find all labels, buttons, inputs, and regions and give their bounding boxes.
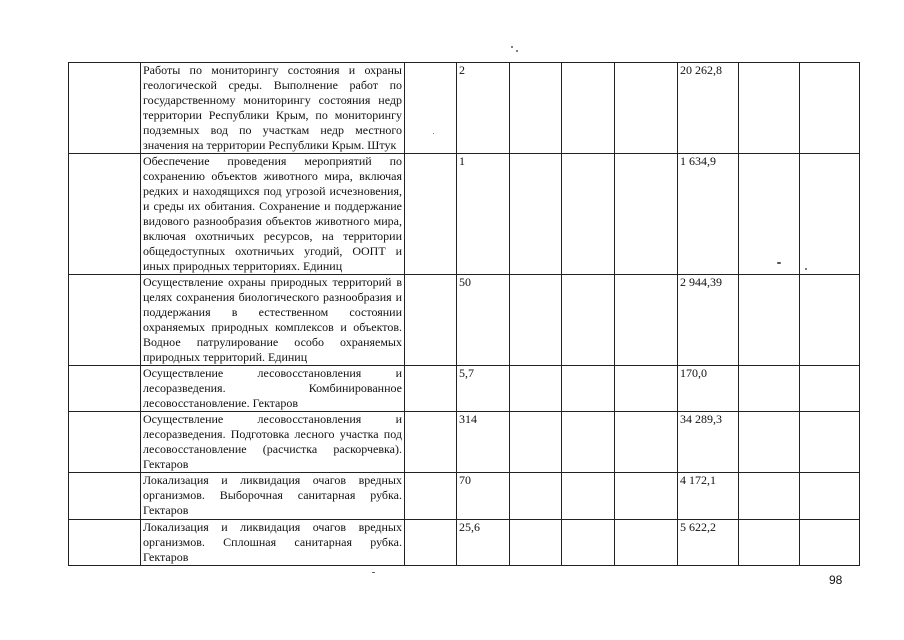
- empty-cell: [405, 366, 457, 412]
- table-row: [69, 154, 860, 275]
- row-amount: 1 634,9: [678, 154, 739, 275]
- empty-cell: [510, 412, 562, 473]
- empty-cell: [739, 366, 800, 412]
- empty-cell: [800, 63, 860, 154]
- empty-cell: [510, 63, 562, 154]
- row-description: Осуществление охраны природных территорий в целях сохранения биологического разнообразия и поддержания в естественном состоянии охраняемых природных комплексов и объектов. Водное патрулирование особо охраняемых природных территорий. Единиц: [141, 275, 405, 366]
- empty-cell: [69, 520, 141, 566]
- empty-cell: [615, 275, 678, 366]
- empty-cell: [69, 473, 141, 520]
- empty-cell: [739, 154, 800, 275]
- row-description: Локализация и ликвидация очагов вредных организмов. Сплошная санитарная рубка. Гектаров: [141, 520, 405, 566]
- row-quantity: 25,6: [457, 520, 510, 566]
- row-quantity: 70: [457, 473, 510, 520]
- row-quantity: 2: [457, 63, 510, 154]
- empty-cell: [405, 154, 457, 275]
- empty-cell: [405, 63, 457, 154]
- row-amount: 170,0: [678, 366, 739, 412]
- empty-cell: [739, 473, 800, 520]
- empty-cell: [800, 520, 860, 566]
- scan-speck: [511, 46, 513, 48]
- empty-cell: [739, 275, 800, 366]
- row-description: Локализация и ликвидация очагов вредных организмов. Выборочная санитарная рубка. Гектаров: [141, 473, 405, 520]
- empty-cell: [562, 154, 615, 275]
- empty-cell: [510, 366, 562, 412]
- row-description: Обеспечение проведения мероприятий по сохранению объектов животного мира, включая редких и находящихся под угрозой исчезновения, и среды их обитания. Сохранение и поддержание видового разнообразия объектов животного мира, включая охотничьих ресурсов, на территории общедоступных охотничьих угодий, ООПТ и иных природных территориях. Единиц: [141, 154, 405, 275]
- scan-speck: [433, 133, 434, 134]
- empty-cell: [562, 473, 615, 520]
- empty-cell: [615, 63, 678, 154]
- scan-speck: [516, 50, 518, 52]
- empty-cell: [510, 520, 562, 566]
- empty-cell: [69, 154, 141, 275]
- empty-cell: [800, 473, 860, 520]
- empty-cell: [800, 366, 860, 412]
- row-amount: 2 944,39: [678, 275, 739, 366]
- empty-cell: [615, 366, 678, 412]
- empty-cell: [615, 154, 678, 275]
- scan-speck: [777, 262, 781, 264]
- empty-cell: [69, 412, 141, 473]
- table-row: [69, 412, 860, 473]
- scan-speck: [805, 268, 807, 270]
- row-amount: 20 262,8: [678, 63, 739, 154]
- row-description: Осуществление лесовосстановления и лесоразведения. Подготовка лесного участка под лесовосстановление (расчистка раскорчевка). Гектаров: [141, 412, 405, 473]
- budget-table: [68, 62, 860, 566]
- empty-cell: [69, 275, 141, 366]
- empty-cell: [510, 154, 562, 275]
- empty-cell: [615, 473, 678, 520]
- empty-cell: [800, 154, 860, 275]
- scan-speck: [372, 572, 375, 573]
- empty-cell: [562, 520, 615, 566]
- empty-cell: [69, 366, 141, 412]
- empty-cell: [405, 412, 457, 473]
- table-row: [69, 520, 860, 566]
- row-quantity: 5,7: [457, 366, 510, 412]
- table-row: [69, 473, 860, 520]
- row-quantity: 314: [457, 412, 510, 473]
- row-quantity: 1: [457, 154, 510, 275]
- empty-cell: [562, 412, 615, 473]
- empty-cell: [405, 520, 457, 566]
- empty-cell: [405, 275, 457, 366]
- empty-cell: [739, 63, 800, 154]
- row-amount: 34 289,3: [678, 412, 739, 473]
- empty-cell: [562, 63, 615, 154]
- empty-cell: [615, 520, 678, 566]
- row-quantity: 50: [457, 275, 510, 366]
- row-description: Работы по мониторингу состояния и охраны геологической среды. Выполнение работ по государственному мониторингу состояния недр территории Республики Крым, по мониторингу подземных вод по участкам недр местного значения на территории Республики Крым. Штук: [141, 63, 405, 154]
- empty-cell: [562, 366, 615, 412]
- empty-cell: [615, 412, 678, 473]
- empty-cell: [739, 412, 800, 473]
- row-description: Осуществление лесовосстановления и лесоразведения. Комбинированное лесовосстановление. Гектаров: [141, 366, 405, 412]
- empty-cell: [800, 412, 860, 473]
- empty-cell: [510, 275, 562, 366]
- empty-cell: [800, 275, 860, 366]
- page-number: 98: [829, 573, 843, 587]
- table-row: [69, 63, 860, 154]
- empty-cell: [510, 473, 562, 520]
- table-row: [69, 366, 860, 412]
- row-amount: 4 172,1: [678, 473, 739, 520]
- row-amount: 5 622,2: [678, 520, 739, 566]
- empty-cell: [562, 275, 615, 366]
- table-row: [69, 275, 860, 366]
- empty-cell: [69, 63, 141, 154]
- empty-cell: [739, 520, 800, 566]
- empty-cell: [405, 473, 457, 520]
